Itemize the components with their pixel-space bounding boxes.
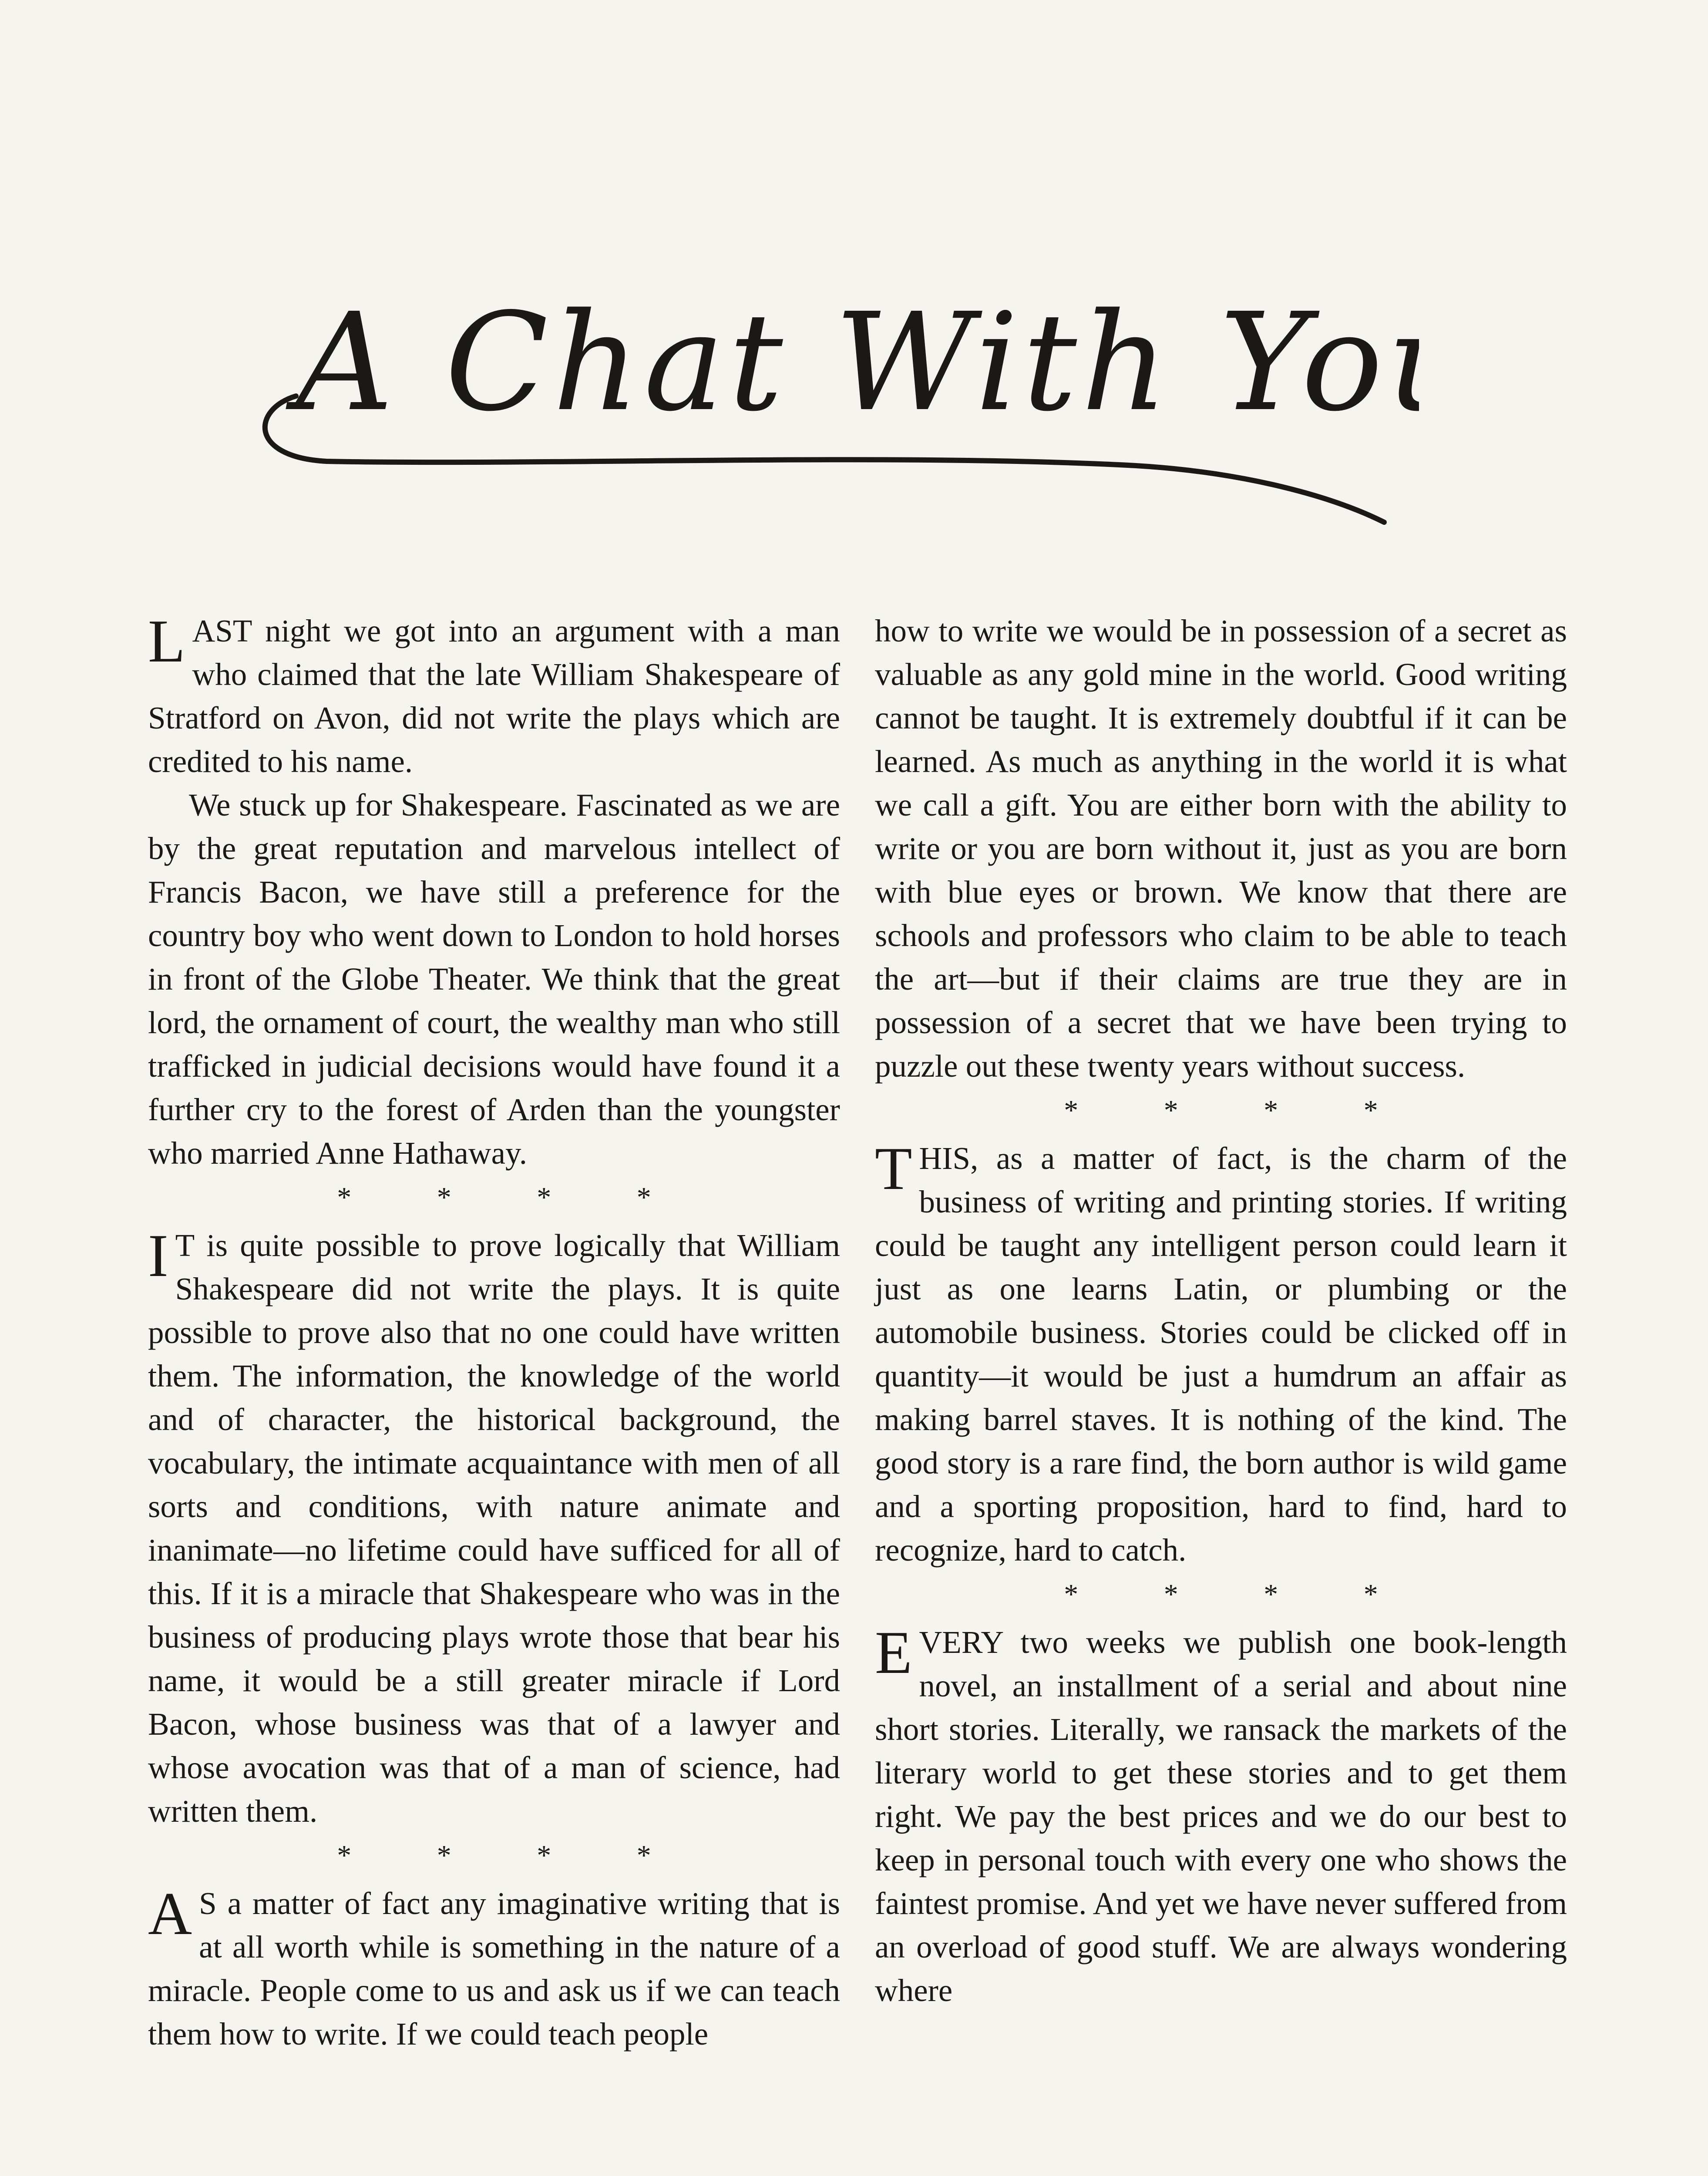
paragraph-2: We stuck up for Shakespeare. Fascinated as we are by the great reputation and marvelous intellect of Francis Bacon, we have still a preference for the country boy who went down to London to hold horses in front of the Globe Theater. We think that the great lord, the ornament of court, the wealthy man who still trafficked in judicial decisions would have found it a further cry to the forest of Arden than the youngster who married Anne Hathaway.	[148, 787, 840, 1171]
page-title	[244, 279, 1419, 557]
paragraph-6	[875, 1137, 1567, 1572]
paragraph-text: T is quite possible to prove logically that William Shakespeare did not write the plays. It is quite possible to prove also that no one could have written them. The information, the knowledge of the world and of character, the historical background, the vocabulary, the intimate acquaintance with men of all sorts and conditions, with nature animate and inanimate—no lifetime could have sufficed for all of this. If it is a miracle that Shakespeare who was in the business of producing plays wrote those that bear his name, it would be a still greater miracle if Lord Bacon, whose business was that of a lawyer and whose avocation was that of a man of science, had written them.	[148, 1228, 840, 1829]
right-column	[875, 609, 1567, 2012]
drop-cap: E	[875, 1619, 912, 1686]
drop-cap: T	[875, 1135, 912, 1202]
section-divider: * * * *	[337, 1840, 690, 1871]
section-divider: * * * *	[1064, 1095, 1417, 1126]
script-title-graphic	[244, 279, 1419, 557]
section-divider: * * * *	[1064, 1578, 1417, 1610]
drop-cap: I	[148, 1222, 168, 1289]
title-text: A Chat With You	[296, 284, 1419, 441]
left-column	[148, 609, 840, 2056]
paragraph-7	[875, 1621, 1567, 2012]
paragraph-text: VERY two weeks we publish one book-length novel, an installment of a serial and about nine short stories. Literally, we ransack the markets of the literary world to get these stories and to get them right. We pay the best prices and we do our best to keep in personal touch with every one who shows the faintest promise. And yet we have never suffered from an overload of good stuff. We are always wondering where	[875, 1625, 1567, 2008]
paragraph-text: S a matter of fact any imaginative writing that is at all worth while is something in the nature of a miracle. People come to us and ask us if we can teach them how to write. If we could teach people	[148, 1886, 840, 2052]
drop-cap: A	[148, 1880, 192, 1948]
paragraph-text: HIS, as a matter of fact, is the charm of the business of writing and printing stories. If writing could be taught any intelligent person could learn it just as one learns Latin, or plumbing or the automobile business. Stories could be clicked off in quantity—it would be just a humdrum an affair as making barrel staves. It is nothing of the kind. The good story is a rare find, the born author is wild game and a sporting proposition, hard to find, hard to recognize, hard to catch.	[875, 1141, 1567, 1568]
paragraph-3	[148, 1224, 840, 1833]
drop-cap: L	[148, 608, 185, 675]
paragraph-1	[148, 609, 840, 783]
paragraph-5: how to write we would be in possession of a secret as valuable as any gold mine in the world. Good writing cannot be taught. It is extremely doubtful if it can be learned. As much as anything in the world it is what we call a gift. You are either born with the ability to write or you are born without it, just as you are born with blue eyes or brown. We know that there are schools and professors who claim to be able to teach the art—but if their claims are true they are in possession of a secret that we have been trying to puzzle out these twenty years without success.	[875, 613, 1567, 1084]
paragraph-text: AST night we got into an argument with a man who claimed that the late William Shakespeare of Stratford on Avon, did not write the plays which are credited to his name.	[148, 613, 840, 779]
paragraph-4	[148, 1882, 840, 2056]
section-divider: * * * *	[337, 1182, 690, 1213]
